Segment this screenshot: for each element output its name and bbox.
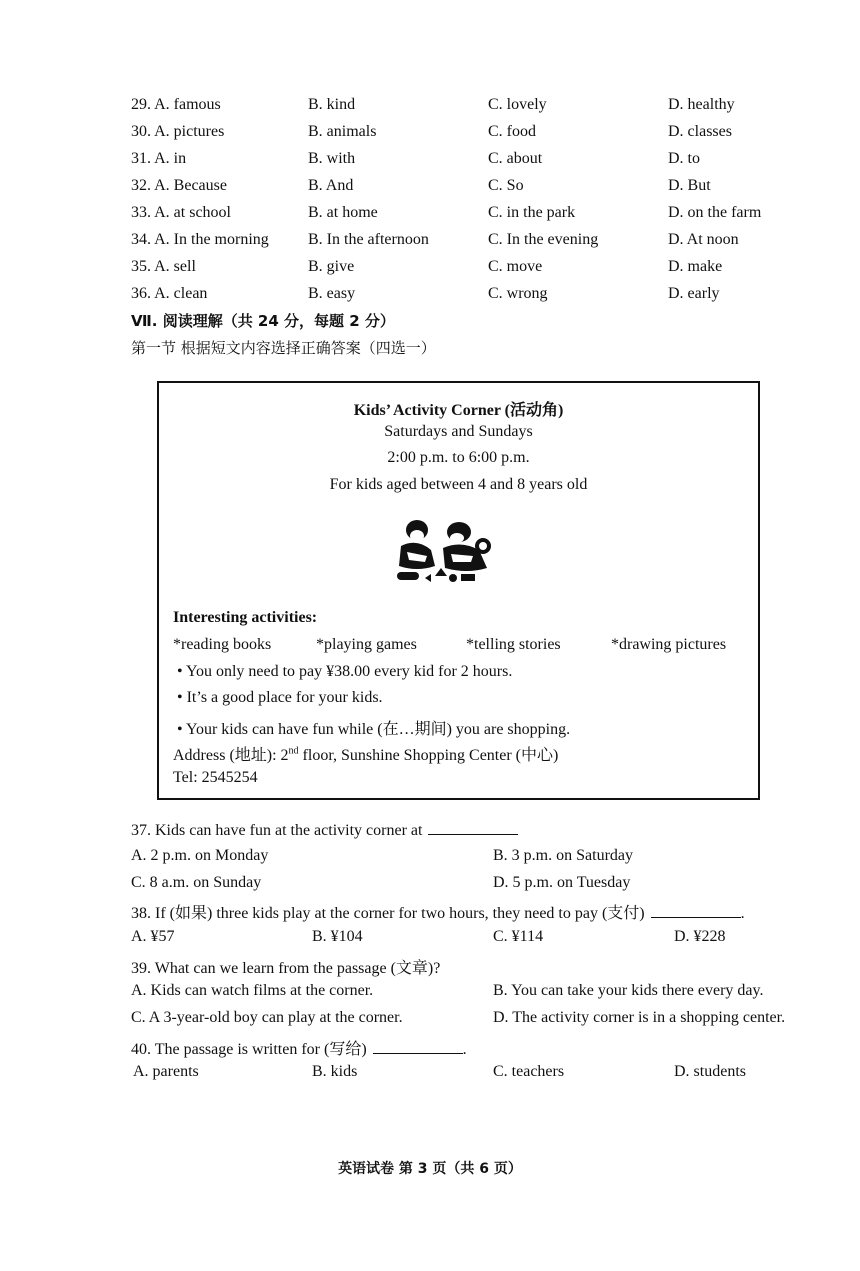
activity-stories: *telling stories [466, 636, 561, 653]
answer-a: A. ¥57 [131, 928, 175, 945]
answer-d: D. 5 p.m. on Tuesday [493, 874, 631, 891]
answer-b: B. 3 p.m. on Saturday [493, 847, 633, 864]
activity-ad-box [157, 381, 760, 800]
activity-games: *playing games [316, 636, 417, 653]
ad-bullet-shopping: • Your kids can have fun while (在…期间) you are shopping. [177, 721, 571, 738]
answer-a: A. 2 p.m. on Monday [131, 847, 269, 864]
option-a: 29. A. famous [131, 96, 221, 113]
ad-tel: Tel: 2545254 [173, 769, 258, 786]
option-d: D. on the farm [668, 204, 762, 221]
option-a: 31. A. in [131, 150, 187, 167]
option-c: C. in the park [488, 204, 576, 221]
option-c: C. about [488, 150, 543, 167]
option-d: D. early [668, 285, 720, 302]
ad-title: Kids’ Activity Corner (活动角) [353, 402, 564, 419]
ad-bullet-good-place: • It’s a good place for your kids. [177, 689, 383, 706]
option-b: B. And [308, 177, 354, 194]
option-a: 30. A. pictures [131, 123, 225, 140]
option-b: B. easy [308, 285, 356, 302]
option-row-33 [0, 200, 860, 226]
option-d: D. to [668, 150, 700, 167]
question-tail: . [740, 905, 745, 922]
page-footer: 英语试卷 第 3 页（共 6 页） [338, 1161, 522, 1177]
question-tail: . [462, 1041, 467, 1058]
option-c: C. So [488, 177, 524, 194]
activity-drawing: *drawing pictures [611, 636, 727, 653]
answer-c: C. ¥114 [493, 928, 544, 945]
option-d: D. healthy [668, 96, 735, 113]
ad-days: Saturdays and Sundays [384, 423, 533, 440]
section-subheading: 第一节 根据短文内容选择正确答案（四选一） [131, 339, 436, 357]
answer-c: C. teachers [493, 1063, 565, 1080]
option-d: D. make [668, 258, 723, 275]
option-d: D. But [668, 177, 711, 194]
option-a: 36. A. clean [131, 285, 208, 302]
option-c: C. wrong [488, 285, 548, 302]
answer-b: B. You can take your kids there every day. [493, 982, 764, 999]
question-38 [131, 900, 745, 923]
address-sup: nd [288, 745, 299, 757]
option-d: D. classes [668, 123, 732, 140]
option-a: 35. A. sell [131, 258, 196, 275]
answer-d: D. ¥228 [674, 928, 726, 945]
option-row-35 [0, 254, 860, 280]
question-39: 39. What can we learn from the passage (文章)? [131, 960, 441, 977]
section-heading [131, 310, 395, 331]
answer-b: B. kids [312, 1063, 358, 1080]
option-b: B. give [308, 258, 355, 275]
option-b: B. at home [308, 204, 378, 221]
option-b: B. animals [308, 123, 377, 140]
option-row-32 [0, 173, 860, 199]
option-a: 33. A. at school [131, 204, 231, 221]
option-b: B. kind [308, 96, 356, 113]
answer-c: C. 8 a.m. on Sunday [131, 874, 262, 891]
option-c: C. lovely [488, 96, 547, 113]
option-c: C. food [488, 123, 536, 140]
option-c: C. move [488, 258, 543, 275]
activity-reading: *reading books [173, 636, 272, 653]
question-stem: 37. Kids can have fun at the activity corner at [131, 822, 423, 839]
option-a: 34. A. In the morning [131, 231, 269, 248]
answer-blank [428, 820, 518, 835]
option-row-31 [0, 146, 860, 172]
section-heading-text: Ⅶ. 阅读理解（共 24 分，每题 2 分） [131, 312, 395, 330]
answer-c: C. A 3-year-old boy can play at the corner. [131, 1009, 403, 1026]
option-c: C. In the evening [488, 231, 599, 248]
option-b: B. with [308, 150, 356, 167]
answer-b: B. ¥104 [312, 928, 363, 945]
option-row-34 [0, 227, 860, 253]
option-row-36 [0, 281, 860, 307]
kids-playing-illustration [387, 516, 499, 588]
answer-a: A. Kids can watch films at the corner. [131, 982, 374, 999]
ad-bullet-price: • You only need to pay ¥38.00 every kid for 2 hours. [177, 663, 513, 680]
answer-blank [373, 1039, 463, 1054]
answer-blank [651, 903, 741, 918]
ad-time: 2:00 p.m. to 6:00 p.m. [387, 449, 530, 466]
question-37 [131, 820, 518, 840]
option-b: B. In the afternoon [308, 231, 429, 248]
address-suffix: floor, Sunshine Shopping Center (中心) [298, 747, 559, 764]
activities-heading: Interesting activities: [173, 609, 318, 626]
answer-d: D. students [674, 1063, 746, 1080]
option-row-29 [0, 92, 860, 118]
question-40 [131, 1036, 467, 1059]
question-stem: 38. If (如果) three kids play at the corner for two hours, they need to pay (支付) [131, 905, 645, 922]
option-row-30 [0, 119, 860, 145]
ad-ages: For kids aged between 4 and 8 years old [329, 476, 588, 493]
question-stem: 40. The passage is written for (写给) [131, 1041, 367, 1058]
option-d: D. At noon [668, 231, 739, 248]
address-prefix: Address (地址): 2 [173, 747, 289, 764]
ad-address [173, 742, 558, 765]
answer-d: D. The activity corner is in a shopping center. [493, 1009, 786, 1026]
answer-a: A. parents [133, 1063, 199, 1080]
option-a: 32. A. Because [131, 177, 227, 194]
